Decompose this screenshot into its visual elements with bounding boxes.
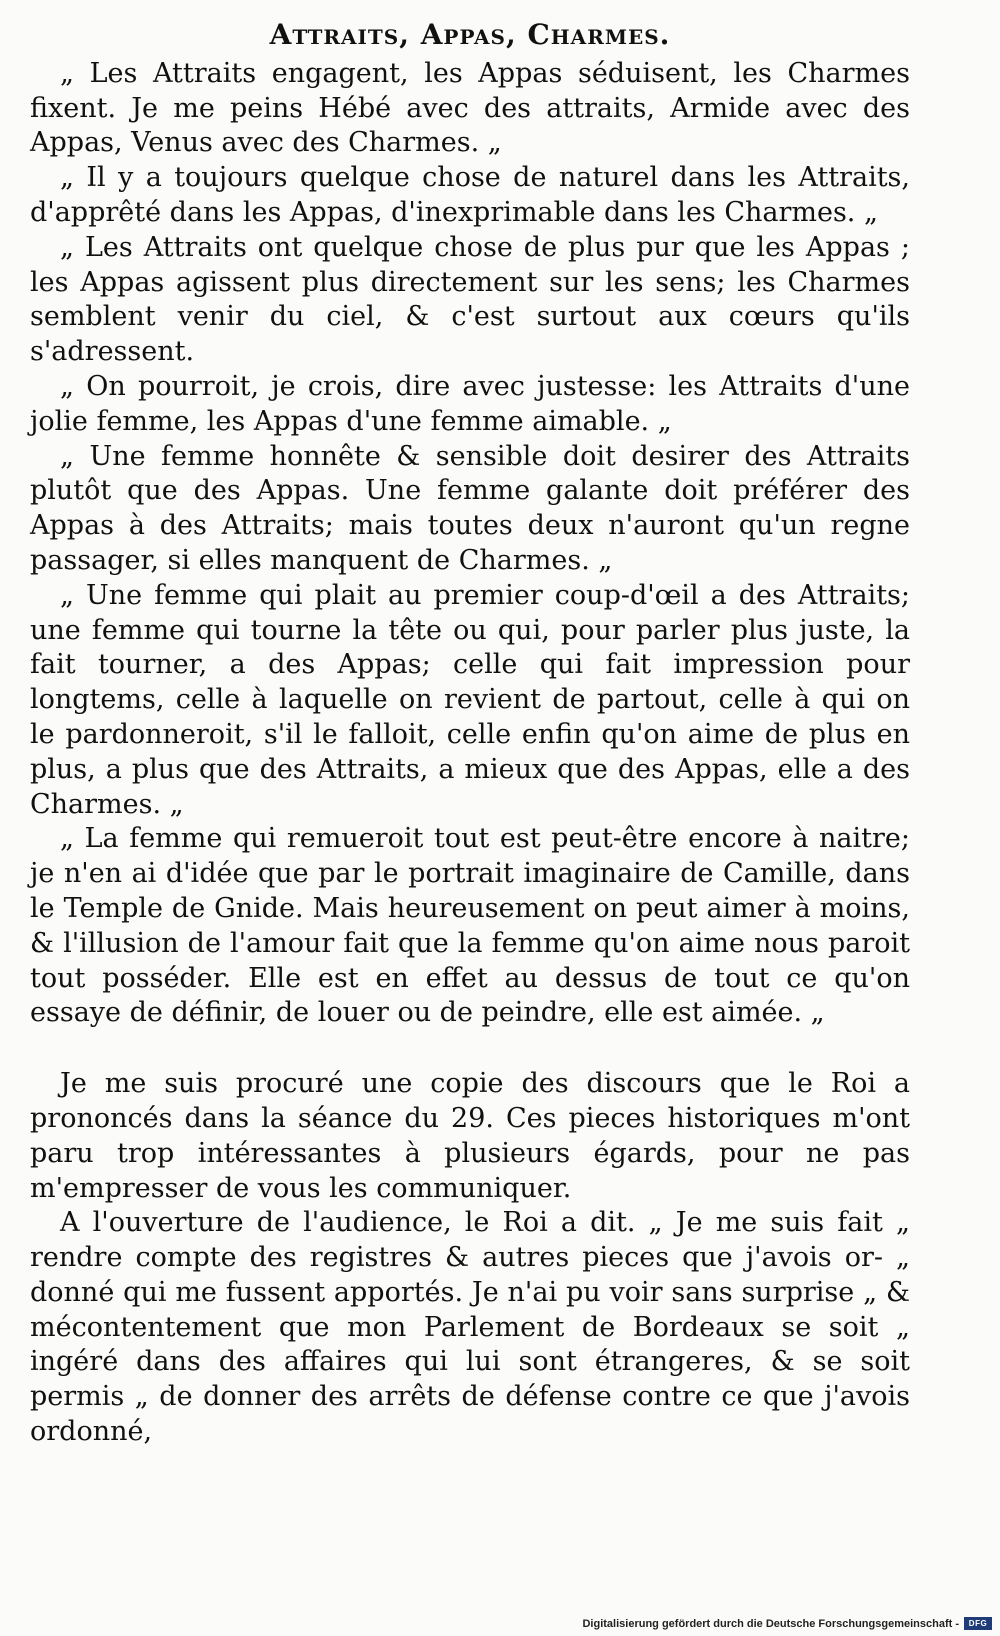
paragraph: „ Les Attraits ont quelque chose de plus pur que les Appas ; les Appas agissent plus directement sur les sens; les Charmes semblent venir du ciel, & c'est surtout aux cœurs qu'ils s'adressent. — [30, 231, 910, 368]
paragraph: A l'ouverture de l'audience, le Roi a dit. „ Je me suis fait „ rendre compte des registres & autres pieces que j'avois or- „ donné qui me fussent apportés. Je n'ai pu voir sans surprise „ & mécontentement que mon Parlement de Bordeaux se soit „ ingéré dans des affaires qui lui sont étrangeres, & se soit permis „ de donner des arrêts de défense contre ce que j'avois ordonné, — [30, 1207, 910, 1448]
paragraph: „ La femme qui remueroit tout est peut-être encore à naitre; je n'en ai d'idée que par le portrait imaginaire de Camille, dans le Temple de Gnide. Mais heureusement on peut aimer à moins, & l'illusion de l'amour fait que la femme qu'on aime nous paroit tout posséder. Elle est en effet au dessus de tout ce qu'on essaye de définir, de louer ou de peindre, elle est aimée. „ — [30, 823, 910, 1029]
document-text — [30, 18, 910, 1450]
footer-text: Digitalisierung gefördert durch die Deutsche Forschungsgemeinschaft - — [582, 1617, 959, 1630]
paragraph: „ Une femme qui plait au premier coup-d'œil a des Attraits; une femme qui tourne la tête ou qui, pour parler plus juste, la fait tourner, a des Appas; celle qui fait impression pour longtems, celle à laquelle on revient de partout, celle à qui on le pardonneroit, s'il le falloit, celle enfin qu'on aime de plus en plus, a plus que des Attraits, a mieux que des Appas, elle a des Charmes. „ — [30, 579, 910, 820]
paragraph: „ On pourroit, je crois, dire avec justesse: les Attraits d'une jolie femme, les Appas d'une femme aimable. „ — [30, 370, 910, 437]
paragraph: „ Une femme honnête & sensible doit desirer des Attraits plutôt que des Appas. Une femme galante doit préférer des Appas à des Attraits; mais toutes deux n'auront qu'un regne passager, si elles manquent de Charmes. „ — [30, 440, 910, 576]
dfg-logo: DFG — [964, 1617, 992, 1630]
page-title: Attraits, Appas, Charmes. — [269, 18, 671, 51]
paragraph: „ Il y a toujours quelque chose de naturel dans les Attraits, d'apprêté dans les Appas, d'inexprimable dans les Charmes. „ — [30, 162, 910, 228]
paragraph: „ Les Attraits engagent, les Appas séduisent, les Charmes fixent. Je me peins Hébé avec des attraits, Armide avec des Appas, Venus avec des Charmes. „ — [30, 57, 910, 159]
section-gap — [30, 1031, 910, 1067]
paragraph: Je me suis procuré une copie des discours que le Roi a prononcés dans la séance du 29. Ces pieces historiques m'ont paru trop intéressantes à plusieurs égards, pour ne pas m'empresser de vous les communiquer. — [30, 1068, 910, 1204]
footer — [582, 1617, 992, 1630]
